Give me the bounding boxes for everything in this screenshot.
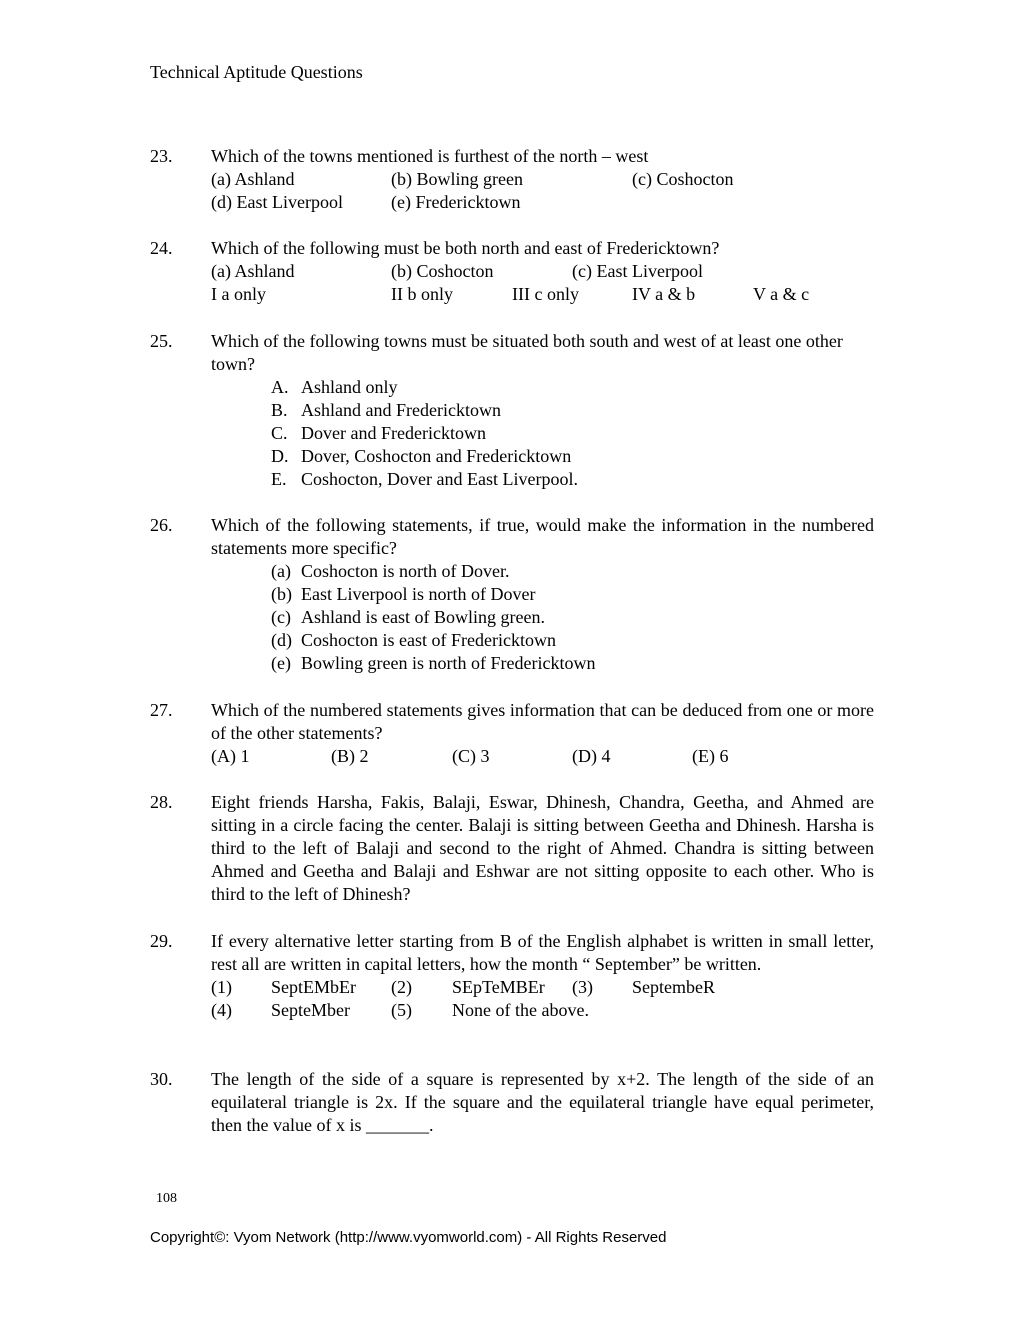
question-number: 27. <box>150 700 173 720</box>
question-text: Which of the following must be both north and east of Fredericktown? <box>211 238 720 258</box>
question-24 <box>150 237 874 306</box>
answer-option: None of the above. <box>452 1000 589 1020</box>
answer-option: III c only <box>512 284 579 304</box>
answer-row <box>211 260 874 283</box>
answer-option: SeptEMbEr <box>271 977 356 997</box>
option-marker: B. <box>271 400 288 420</box>
list-item <box>271 468 874 491</box>
option-text: Ashland and Fredericktown <box>301 400 501 420</box>
question-number: 30. <box>150 1069 173 1089</box>
list-item <box>271 445 874 468</box>
option-list <box>271 560 874 675</box>
answer-option: (D) 4 <box>572 746 611 766</box>
answer-row <box>211 976 874 999</box>
question-27 <box>150 699 874 768</box>
answer-option: IV a & b <box>632 284 696 304</box>
question-28 <box>150 791 874 906</box>
question-number: 29. <box>150 931 173 951</box>
question-26 <box>150 514 874 675</box>
answer-row <box>211 999 874 1022</box>
answer-option: (a) Ashland <box>211 169 295 189</box>
answer-option: (A) 1 <box>211 746 250 766</box>
option-marker: (3) <box>572 977 593 997</box>
question-text: If every alternative letter starting from B of the English alphabet is written in small letter, rest all are written in capital letters, how the month “ September” be written. <box>211 931 874 974</box>
list-item <box>271 376 874 399</box>
answer-option: II b only <box>391 284 453 304</box>
list-item <box>271 583 874 606</box>
question-number: 23. <box>150 146 173 166</box>
option-list <box>271 376 874 491</box>
option-marker: (2) <box>391 977 412 997</box>
answer-row <box>211 745 874 768</box>
answer-option: (c) Coshocton <box>632 169 734 189</box>
question-number: 26. <box>150 515 173 535</box>
option-text: Coshocton is east of Fredericktown <box>301 630 556 650</box>
answer-option: (b) Bowling green <box>391 169 523 189</box>
question-text: Which of the following statements, if true, would make the information in the numbered statements more specific? <box>211 515 874 558</box>
option-marker: (d) <box>271 630 292 650</box>
page-header: Technical Aptitude Questions <box>150 62 363 82</box>
option-marker: A. <box>271 377 289 397</box>
option-text: Coshocton, Dover and East Liverpool. <box>301 469 578 489</box>
answer-option: V a & c <box>753 284 810 304</box>
option-marker: (a) <box>271 561 291 581</box>
question-number: 24. <box>150 238 173 258</box>
option-marker: (e) <box>271 653 291 673</box>
option-marker: (c) <box>271 607 291 627</box>
option-text: Coshocton is north of Dover. <box>301 561 510 581</box>
answer-row <box>211 283 874 306</box>
answer-option: SepteMber <box>271 1000 350 1020</box>
answer-option: (a) Ashland <box>211 261 295 281</box>
list-item <box>271 629 874 652</box>
question-text: Which of the towns mentioned is furthest of the north – west <box>211 146 649 166</box>
option-text: Dover, Coshocton and Fredericktown <box>301 446 572 466</box>
option-marker: E. <box>271 469 287 489</box>
answer-option: (E) 6 <box>692 746 729 766</box>
answer-row <box>211 168 874 191</box>
answer-option: (d) East Liverpool <box>211 192 343 212</box>
answer-option: (c) East Liverpool <box>572 261 703 281</box>
option-marker: C. <box>271 423 288 443</box>
option-marker: (4) <box>211 1000 232 1020</box>
question-30 <box>150 1068 874 1137</box>
list-item <box>271 560 874 583</box>
question-text: Which of the following towns must be situated both south and west of at least one other town? <box>211 331 843 374</box>
question-23 <box>150 145 874 214</box>
page-number: 108 <box>156 1191 177 1206</box>
question-29 <box>150 930 874 1022</box>
option-text: Dover and Fredericktown <box>301 423 486 443</box>
question-25 <box>150 330 874 491</box>
question-text: The length of the side of a square is represented by x+2. The length of the side of an equilateral triangle is 2x. If the square and the equilateral triangle have equal perimeter, then the value of x is _______. <box>211 1069 874 1135</box>
question-number: 25. <box>150 331 173 351</box>
question-text: Eight friends Harsha, Fakis, Balaji, Eswar, Dhinesh, Chandra, Geetha, and Ahmed are sitting in a circle facing the center. Balaji is sitting between Geetha and Dhinesh. Harsha is third to the left of Balaji and second to the right of Ahmed. Chandra is sitting between Ahmed and Geetha and Balaji and Eshwar are not sitting opposite to each other. Who is third to the left of Dhinesh? <box>211 792 874 904</box>
question-text: Which of the numbered statements gives information that can be deduced from one or more of the other statements? <box>211 700 874 743</box>
option-text: Bowling green is north of Fredericktown <box>301 653 596 673</box>
answer-option: (C) 3 <box>452 746 490 766</box>
list-item <box>271 422 874 445</box>
option-text: East Liverpool is north of Dover <box>301 584 536 604</box>
list-item <box>271 399 874 422</box>
list-item <box>271 606 874 629</box>
answer-option: (e) Fredericktown <box>391 192 521 212</box>
option-text: Ashland only <box>301 377 398 397</box>
answer-row <box>211 191 874 214</box>
answer-option: SEpTeMBEr <box>452 977 545 997</box>
answer-option: SeptembeR <box>632 977 715 997</box>
copyright-notice: Copyright©: Vyom Network (http://www.vyomworld.com) - All Rights Reserved <box>150 1229 667 1246</box>
answer-option: I a only <box>211 284 266 304</box>
option-marker: D. <box>271 446 289 466</box>
answer-option: (B) 2 <box>331 746 369 766</box>
answer-option: (b) Coshocton <box>391 261 494 281</box>
option-marker: (1) <box>211 977 232 997</box>
question-number: 28. <box>150 792 173 812</box>
option-marker: (5) <box>391 1000 412 1020</box>
option-marker: (b) <box>271 584 292 604</box>
option-text: Ashland is east of Bowling green. <box>301 607 545 627</box>
list-item <box>271 652 874 675</box>
